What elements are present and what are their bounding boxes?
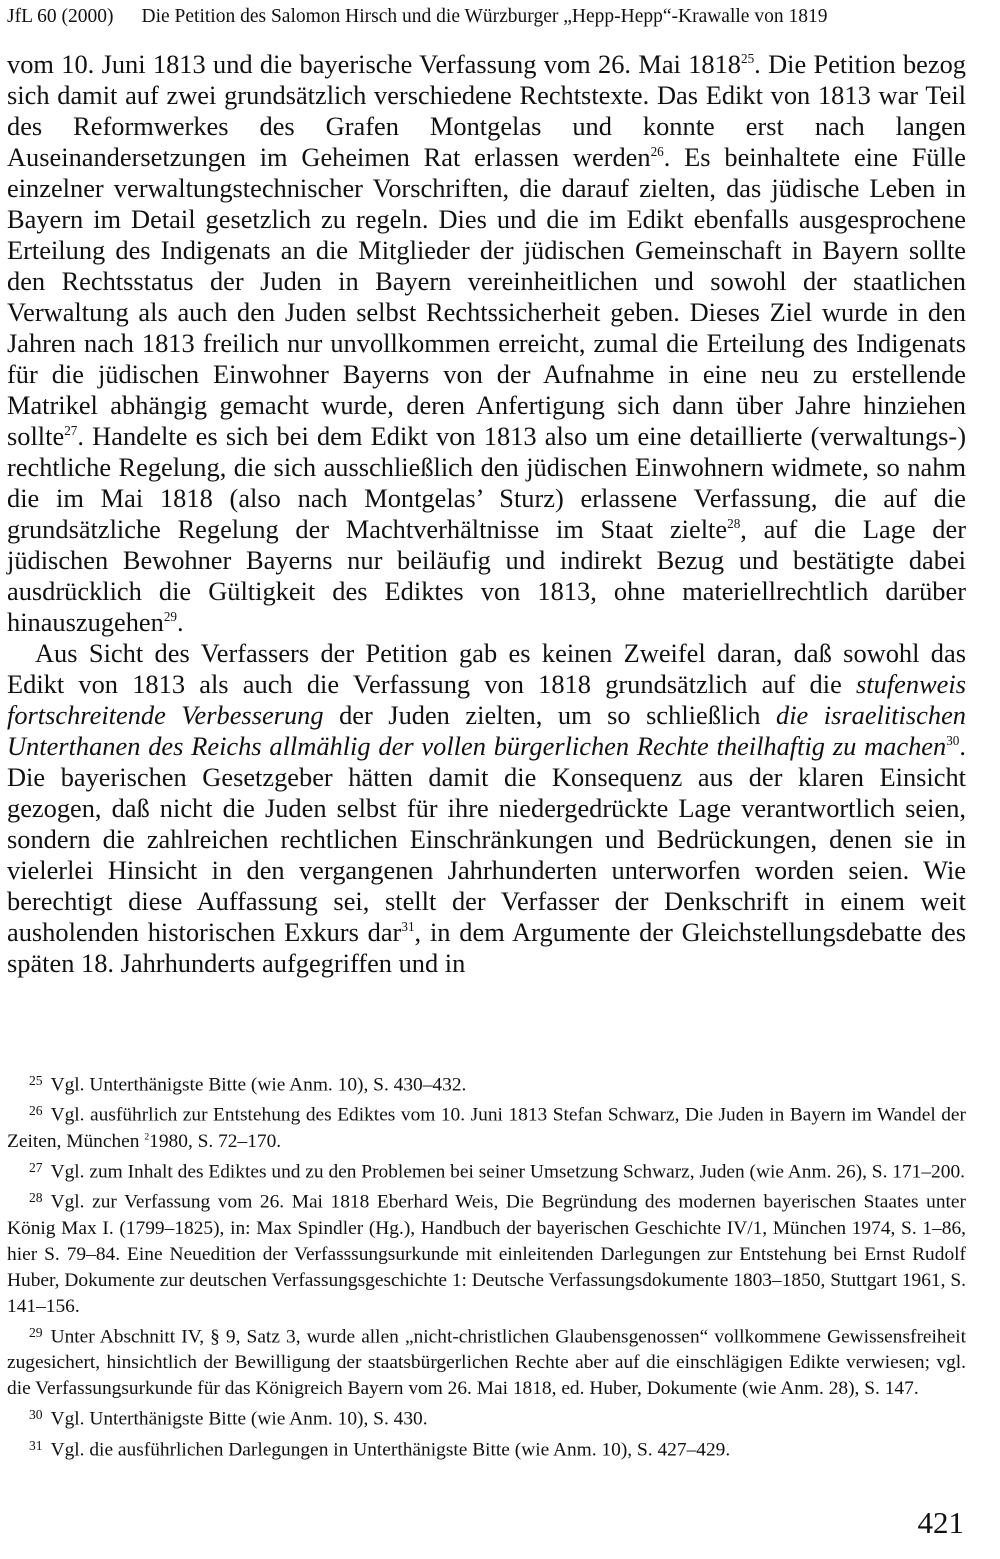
footnote: [7, 1433, 966, 1463]
text-run: Vgl. Unterthänigste Bitte (wie Anm. 10), S. 430–432.: [50, 1074, 467, 1096]
footnote-number: 27: [29, 1159, 43, 1175]
footnote-reference: 28: [727, 516, 741, 532]
footnote: [7, 1185, 966, 1319]
page-number: 421: [917, 1505, 964, 1540]
text-run: vom 10. Juni 1813 und die bayerische Verfassung vom 26. Mai 1818: [7, 49, 741, 79]
footnote: [7, 1155, 966, 1185]
footnote-reference: 26: [650, 144, 664, 160]
text-run: Vgl. zum Inhalt des Ediktes und zu den Problemen bei seiner Umsetzung Schwarz, Juden (wie Anm. 26), S. 171–200.: [50, 1161, 965, 1183]
footnotes: [7, 1068, 966, 1463]
text-run: 1980, S. 72–170.: [149, 1130, 282, 1152]
text-run: Vgl. zur Verfassung vom 26. Mai 1818 Eberhard Weis, Die Begründung des modernen bayerischen Staates unter König Max I. (1799–1825), in: Max Spindler (Hg.), Handbuch der bayerischen Geschichte IV/1, München 1974, S. 1–86, hier S. 79–84. Eine Neuedition der Verfasssungsurkunde mit einleitenden Darlegungen zur Entstehung bei Ernst Rudolf Huber, Dokumente zur deutschen Verfassungsgeschichte 1: Deutsche Verfassungsdokumente 1803–1850, Stuttgart 1961, S. 141–156.: [7, 1191, 966, 1317]
footnote-number: 29: [29, 1324, 43, 1340]
footnote-reference: 29: [163, 609, 178, 625]
text-run: . Die bayerischen Gesetzgeber hätten damit die Konsequenz aus der klaren Einsicht gezogen, daß nicht die Juden selbst für ihre niedergedrückte Lage verantwortlich seien, sondern die zahlreichen rechtlichen Einschränkungen und Bedrückungen, denen sie in vielerlei Hinsicht in den vergangenen Jahrhunderten unterworfen worden seien. Wie berechtigt diese Auffassung sei, stellt der Verfasser der Denkschrift in einem weit ausholenden historischen Exkurs dar: [7, 731, 966, 947]
article-title: Die Petition des Salomon Hirsch und die Würzburger „Hepp-Hepp“-Krawalle von 1819: [141, 6, 828, 27]
footnote-number: 28: [29, 1190, 43, 1206]
footnote-reference: 25: [740, 51, 755, 67]
footnote-number: 26: [29, 1103, 43, 1119]
text-run: Aus Sicht des Verfassers der Petition gab es keinen Zweifel daran, daß sowohl das Edikt von 1813 als auch die Verfassung von 1818 grundsätzlich auf die: [7, 638, 966, 699]
text-run: Vgl. Unterthänigste Bitte (wie Anm. 10), S. 430.: [50, 1408, 428, 1430]
footnote-number: 30: [29, 1407, 43, 1423]
main-text: [7, 49, 966, 979]
italic-text: die israelitischen Unterthanen des Reichs allmählig der vollen bürgerlichen Rechte theilhaftig zu machen: [7, 700, 966, 761]
text-run: Vgl. die ausführlichen Darlegungen in Unterthänigste Bitte (wie Anm. 10), S. 427–429.: [50, 1438, 731, 1460]
italic-text: stufenweis fortschreitende Verbesserung: [7, 669, 966, 730]
text-run: . Es beinhaltete eine Fülle einzelner verwaltungstechnischer Vorschriften, die darauf zielten, das jüdische Leben in Bayern im Detail gesetzlich zu regeln. Dies und die im Edikt ebenfalls ausgesprochene Erteilung des Indigenats an die Mitglieder der jüdischen Gemeinschaft in Bayern sollte den Rechtsstatus der Juden in Bayern vereinheitlichen und sowohl der staatlichen Verwaltung als auch den Juden selbst Rechtssicherheit geben. Dieses Ziel wurde in den Jahren nach 1813 freilich nur unvollkommen erreicht, zumal die Erteilung des Indigenats für die jüdischen Einwohner Bayerns von der Aufnahme in eine neu zu erstellende Matrikel abhängig gemacht wurde, deren Anfertigung sich dann über Jahre hinziehen sollte: [7, 142, 966, 451]
footnote: [7, 1068, 966, 1098]
paragraph: [7, 638, 966, 979]
footnote-number: 31: [29, 1437, 43, 1453]
footnote-number: 25: [29, 1073, 43, 1088]
footnote: [7, 1402, 966, 1432]
footnote-reference: 30: [946, 733, 960, 749]
text-run: Unter Abschnitt IV, § 9, Satz 3, wurde allen „nicht-christlichen Glaubensgenossen“ vollkommene Gewissensfreiheit zugesichert, hinsichtlich der Bewilligung der staatsbürgerlichen Rechte aber auf die einschlägigen Edikte verwiesen; vgl. die Verfassungsurkunde für das Königreich Bayern vom 26. Mai 1818, ed. Huber, Dokumente (wie Anm. 28), S. 147.: [7, 1326, 966, 1400]
paragraph: [7, 49, 966, 638]
footnote-reference: 2: [144, 1131, 150, 1143]
text-run: , in dem Argumente der Gleichstellungsdebatte des späten 18. Jahrhunderts aufgegriffen und in: [7, 917, 966, 978]
footnote-reference: 31: [401, 919, 415, 935]
footnote: [7, 1320, 966, 1402]
text-run: . Die Petition bezog sich damit auf zwei grundsätzlich verschiedene Rechtstexte. Das Edikt von 1813 war Teil des Reformwerkes des Grafen Montgelas und konnte erst nach langen Auseinandersetzungen im Geheimen Rat erlassen werden: [7, 49, 966, 172]
journal-reference: JfL 60 (2000): [7, 6, 114, 27]
footnote-reference: 27: [64, 423, 78, 439]
text-run: der Juden zielten, um so schließlich: [323, 700, 776, 730]
text-run: , auf die Lage der jüdischen Bewohner Bayerns nur beiläufig und indirekt Bezug und bestätigte dabei ausdrücklich die Gültigkeit des Ediktes von 1813, ohne materiellrechtlich darüber hinauszugehen: [7, 514, 967, 637]
text-run: . Handelte es sich bei dem Edikt von 1813 also um eine detaillierte (verwaltungs-) rechtliche Regelung, die sich ausschließlich den jüdischen Einwohnern widmete, so nahm die im Mai 1818 (also nach Montgelas’ Sturz) erlassene Verfassung, die auf die grundsätzliche Regelung der Machtverhältnisse im Staat zielte: [7, 421, 966, 544]
running-header: [7, 5, 967, 29]
text-run: Vgl. ausführlich zur Entstehung des Ediktes vom 10. Juni 1813 Stefan Schwarz, Die Juden in Bayern im Wandel der Zeiten, München: [7, 1104, 966, 1152]
text-run: .: [177, 607, 184, 637]
footnote: [7, 1098, 966, 1154]
